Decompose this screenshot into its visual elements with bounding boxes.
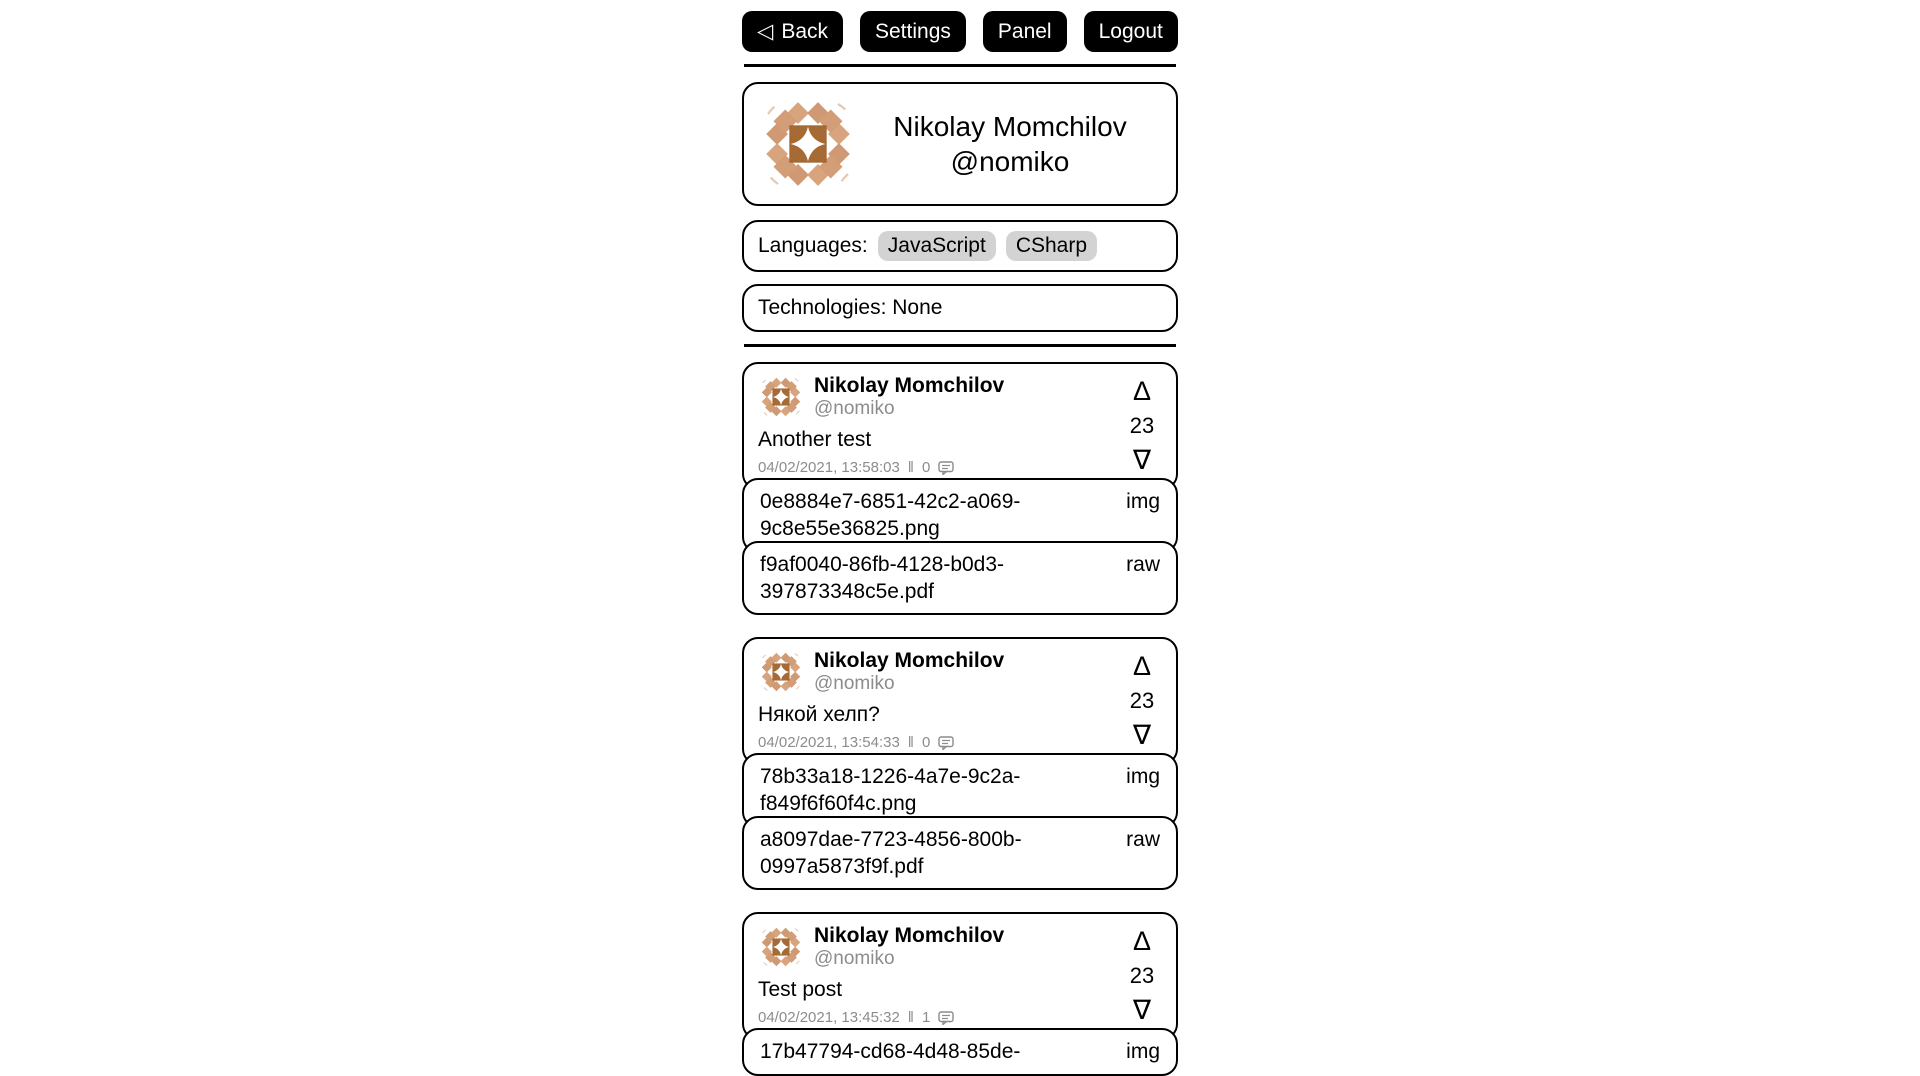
post-comment-count: 0 [922, 459, 931, 477]
post-timestamp: 04/02/2021, 13:54:33 [758, 734, 900, 752]
language-tag-javascript: JavaScript [878, 231, 996, 261]
profile-posts-divider [744, 344, 1176, 347]
upvote-icon[interactable]: Δ [1132, 376, 1152, 407]
attachment-row[interactable] [742, 1028, 1178, 1075]
languages-card [742, 220, 1178, 272]
post-author-avatar [758, 924, 804, 970]
post-author-avatar [758, 649, 804, 695]
panel-button-label: Panel [997, 20, 1052, 43]
downvote-icon[interactable]: ∇ [1132, 720, 1152, 751]
post-group [742, 637, 1178, 890]
post-card[interactable] [742, 362, 1178, 490]
downvote-icon[interactable]: ∇ [1132, 445, 1152, 476]
attachment-row[interactable] [742, 816, 1178, 891]
post-timestamp: 04/02/2021, 13:58:03 [758, 459, 900, 477]
attachment-filename: f9af0040-86fb-4128-b0d3-397873348c5e.pdf [760, 552, 1005, 603]
vote-column [1128, 924, 1166, 1026]
post-author-handle: @nomiko [814, 398, 895, 420]
languages-label: Languages: [758, 234, 868, 258]
downvote-icon[interactable]: ∇ [1132, 995, 1152, 1026]
attachment-row[interactable] [742, 541, 1178, 616]
vote-column [1128, 649, 1166, 751]
profile-name: Nikolay Momchilov [893, 111, 1127, 143]
post-title: Test post [758, 978, 843, 1002]
meta-separator: ‖ [907, 1009, 914, 1027]
attachment-type-badge: img [1126, 490, 1160, 514]
back-icon: ◁ [757, 20, 774, 43]
panel-button[interactable] [983, 11, 1067, 52]
comment-bubble-icon [938, 1011, 954, 1025]
post-author-name: Nikolay Momchilov [814, 924, 1005, 948]
logout-button[interactable] [1084, 11, 1178, 52]
vote-column [1128, 374, 1166, 476]
post-meta [758, 1009, 1128, 1026]
vote-count: 23 [1129, 963, 1155, 989]
post-author-handle: @nomiko [814, 948, 895, 970]
logout-button-label: Logout [1098, 20, 1163, 43]
vote-count: 23 [1129, 412, 1155, 438]
attachment-type-badge: raw [1126, 552, 1160, 576]
post-main [758, 924, 1128, 1026]
comment-bubble-icon [938, 461, 954, 475]
post-title: Някой хелп? [758, 703, 880, 727]
profile-card [742, 82, 1178, 206]
attachment-filename: 0e8884e7-6851-42c2-a069-9c8e55e36825.png [760, 490, 1021, 541]
upvote-icon[interactable]: Δ [1132, 926, 1152, 957]
vote-count: 23 [1129, 687, 1155, 713]
comment-bubble-icon [938, 736, 954, 750]
profile-name-block [858, 109, 1162, 179]
top-toolbar [0, 0, 1920, 52]
post-group [742, 912, 1178, 1075]
post-group [742, 362, 1178, 615]
attachment-type-badge: img [1126, 765, 1160, 789]
post-meta [758, 459, 1128, 476]
settings-button-label: Settings [875, 20, 951, 43]
technologies-text: Technologies: None [758, 296, 943, 320]
attachment-filename: a8097dae-7723-4856-800b-0997a5873f9f.pdf [760, 827, 1022, 879]
post-comment-count: 1 [922, 1009, 931, 1027]
attachment-type-badge: raw [1126, 827, 1160, 851]
attachment-filename: 78b33a18-1226-4a7e-9c2a-f849f6f60f4c.png [760, 765, 1021, 816]
post-card[interactable] [742, 637, 1178, 765]
back-button[interactable] [742, 11, 843, 52]
meta-separator: ‖ [907, 734, 914, 752]
post-card[interactable] [742, 912, 1178, 1040]
toolbar-divider [744, 64, 1176, 67]
settings-button[interactable] [860, 11, 966, 52]
language-tag-csharp: CSharp [1006, 231, 1097, 261]
meta-separator: ‖ [907, 459, 914, 477]
post-author-name: Nikolay Momchilov [814, 374, 1005, 398]
back-button-label: Back [781, 20, 828, 43]
attachment-filename: 17b47794-cd68-4d48-85de- [760, 1040, 1021, 1064]
post-comment-count: 0 [922, 734, 931, 752]
upvote-icon[interactable]: Δ [1132, 651, 1152, 682]
post-author-name: Nikolay Momchilov [814, 649, 1005, 673]
post-title: Another test [758, 428, 872, 452]
post-author-avatar [758, 374, 804, 420]
profile-avatar [758, 94, 858, 194]
technologies-card [742, 284, 1178, 332]
post-main [758, 649, 1128, 751]
post-timestamp: 04/02/2021, 13:45:32 [758, 1009, 900, 1027]
post-meta [758, 734, 1128, 751]
attachment-type-badge: img [1126, 1040, 1160, 1064]
profile-handle: @nomiko [950, 146, 1070, 178]
post-main [758, 374, 1128, 476]
main-content [742, 64, 1178, 1075]
post-author-handle: @nomiko [814, 673, 895, 695]
